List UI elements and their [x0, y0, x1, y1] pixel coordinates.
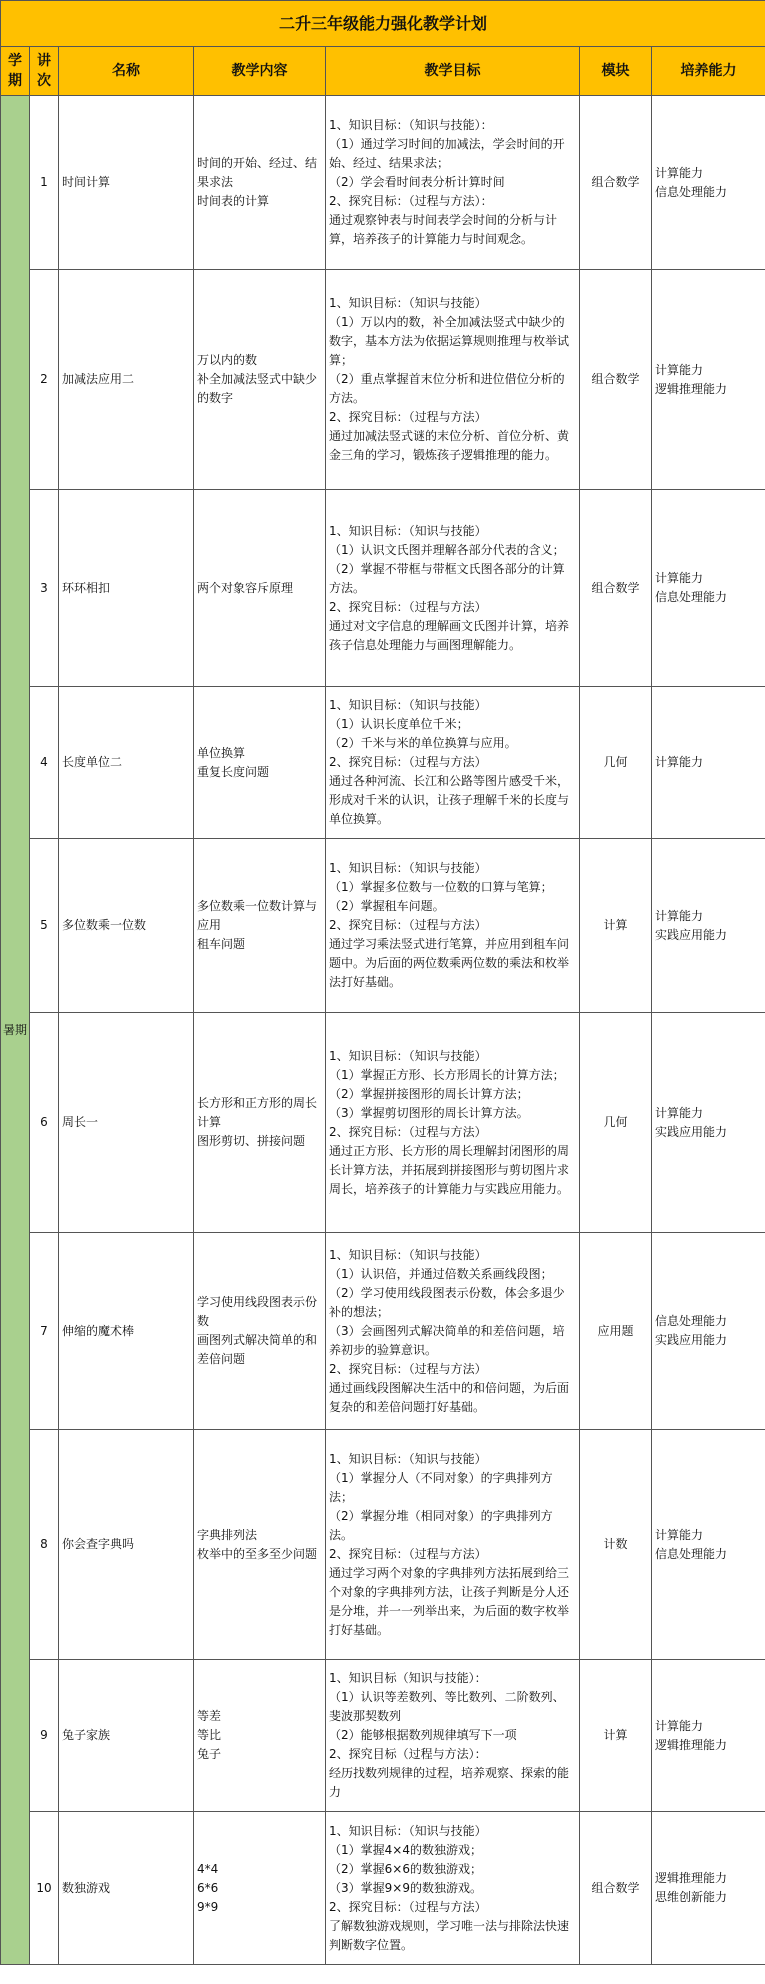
header-goal: 教学目标: [326, 47, 580, 96]
module-cell: 计算: [580, 839, 652, 1013]
teaching-goal-cell: 1、知识目标：（知识与技能） （1）掌握分人（不同对象）的字典排列方法； （2）掌握分堆（相同对象）的字典排列方法。 2、探究目标：（过程与方法） 通过学习两个对象的字典排列方法拓展到给三个对象的字典排列方法，让孩子判断是分人还是分堆，并一一列举出来，为后面的数字枚举打好基础。: [326, 1430, 580, 1660]
table-row: [1, 490, 765, 687]
header-content: 教学内容: [194, 47, 326, 96]
teaching-goal-cell: 1、知识目标：（知识与技能） （1）认识文氏图并理解各部分代表的含义； （2）掌握不带框与带框文氏图各部分的计算方法。 2、探究目标：（过程与方法） 通过对文字信息的理解画文氏图并计算，培养孩子信息处理能力与画图理解能力。: [326, 490, 580, 687]
ability-cell: 计算能力 实践应用能力: [652, 839, 765, 1013]
module-cell: 几何: [580, 687, 652, 839]
lesson-name-cell: 长度单位二: [59, 687, 194, 839]
ability-cell: 计算能力: [652, 687, 765, 839]
table-row: [1, 1233, 765, 1430]
module-cell: 组合数学: [580, 490, 652, 687]
lesson-name-cell: 时间计算: [59, 96, 194, 270]
teaching-goal-cell: 1、知识目标：（知识与技能） （1）掌握4×4的数独游戏； （2）掌握6×6的数独游戏； （3）掌握9×9的数独游戏。 2、探究目标：（过程与方法） 了解数独游戏规则，学习唯一法与排除法快速判断数字位置。: [326, 1812, 580, 1965]
teaching-content-cell: 万以内的数 补全加减法竖式中缺少的数字: [194, 270, 326, 490]
header-module: 模块: [580, 47, 652, 96]
teaching-content-cell: 两个对象容斥原理: [194, 490, 326, 687]
header-lesson-number: 讲 次: [30, 47, 59, 96]
lesson-number-cell: 4: [30, 687, 59, 839]
lesson-name-cell: 环环相扣: [59, 490, 194, 687]
lesson-number-cell: 7: [30, 1233, 59, 1430]
module-cell: 组合数学: [580, 96, 652, 270]
teaching-goal-cell: 1、知识目标（知识与技能）： （1）认识等差数列、等比数列、二阶数列、斐波那契数列 （2）能够根据数列规律填写下一项 2、探究目标（过程与方法）： 经历找数列规律的过程，培养观察、探索的能力: [326, 1660, 580, 1812]
teaching-content-cell: 单位换算 重复长度问题: [194, 687, 326, 839]
header-name: 名称: [59, 47, 194, 96]
ability-cell: 逻辑推理能力 思维创新能力: [652, 1812, 765, 1965]
teaching-content-cell: 字典排列法 枚举中的至多至少问题: [194, 1430, 326, 1660]
teaching-goal-cell: 1、知识目标：（知识与技能）： （1）通过学习时间的加减法，学会时间的开始、经过、结果求法； （2）学会看时间表分析计算时间 2、探究目标：（过程与方法）： 通过观察钟表与时间表学会时间的分析与计算，培养孩子的计算能力与时间观念。: [326, 96, 580, 270]
module-cell: 几何: [580, 1013, 652, 1233]
header-ability: 培养能力: [652, 47, 765, 96]
table-row: [1, 1812, 765, 1965]
teaching-goal-cell: 1、知识目标：（知识与技能） （1）掌握正方形、长方形周长的计算方法； （2）掌握拼接图形的周长计算方法； （3）掌握剪切图形的周长计算方法。 2、探究目标：（过程与方法） 通过正方形、长方形的周长理解封闭图形的周长计算方法，并拓展到拼接图形与剪切图片求周长，培养孩子的计算能力与实践应用能力。: [326, 1013, 580, 1233]
table-row: [1, 1013, 765, 1233]
lesson-number-cell: 2: [30, 270, 59, 490]
lesson-number-cell: 8: [30, 1430, 59, 1660]
module-cell: 计数: [580, 1430, 652, 1660]
table-row: [1, 270, 765, 490]
module-cell: 组合数学: [580, 270, 652, 490]
module-cell: 组合数学: [580, 1812, 652, 1965]
header-term: 学 期: [1, 47, 30, 96]
lesson-number-cell: 6: [30, 1013, 59, 1233]
ability-cell: 信息处理能力 实践应用能力: [652, 1233, 765, 1430]
table-row: [1, 1660, 765, 1812]
teaching-goal-cell: 1、知识目标：（知识与技能） （1）万以内的数，补全加减法竖式中缺少的数字，基本方法为依据运算规则推理与枚举试算； （2）重点掌握首末位分析和进位借位分析的方法。 2、探究目标：（过程与方法） 通过加减法竖式谜的末位分析、首位分析、黄金三角的学习，锻炼孩子逻辑推理的能力。: [326, 270, 580, 490]
teaching-content-cell: 长方形和正方形的周长计算 图形剪切、拼接问题: [194, 1013, 326, 1233]
lesson-name-cell: 伸缩的魔术棒: [59, 1233, 194, 1430]
lesson-name-cell: 兔子家族: [59, 1660, 194, 1812]
teaching-content-cell: 时间的开始、经过、结果求法 时间表的计算: [194, 96, 326, 270]
ability-cell: 计算能力 信息处理能力: [652, 490, 765, 687]
module-cell: 应用题: [580, 1233, 652, 1430]
lesson-name-cell: 加减法应用二: [59, 270, 194, 490]
lesson-name-cell: 数独游戏: [59, 1812, 194, 1965]
ability-cell: 计算能力 信息处理能力: [652, 1430, 765, 1660]
teaching-goal-cell: 1、知识目标：（知识与技能） （1）认识倍，并通过倍数关系画线段图； （2）学习使用线段图表示份数，体会多退少补的想法； （3）会画图列式解决简单的和差倍问题，培养初步的验算意识。 2、探究目标：（过程与方法） 通过画线段图解决生活中的和倍问题，为后面复杂的和差倍问题打好基础。: [326, 1233, 580, 1430]
teaching-content-cell: 4*4 6*6 9*9: [194, 1812, 326, 1965]
table-row: [1, 96, 765, 270]
ability-cell: 计算能力 实践应用能力: [652, 1013, 765, 1233]
table-row: [1, 1430, 765, 1660]
lesson-number-cell: 10: [30, 1812, 59, 1965]
lesson-name-cell: 你会查字典吗: [59, 1430, 194, 1660]
teaching-goal-cell: 1、知识目标：（知识与技能） （1）认识长度单位千米； （2）千米与米的单位换算与应用。 2、探究目标：（过程与方法） 通过各种河流、长江和公路等图片感受千米，形成对千米的认识，让孩子理解千米的长度与单位换算。: [326, 687, 580, 839]
lesson-number-cell: 1: [30, 96, 59, 270]
teaching-content-cell: 等差 等比 兔子: [194, 1660, 326, 1812]
ability-cell: 计算能力 逻辑推理能力: [652, 1660, 765, 1812]
teaching-content-cell: 多位数乘一位数计算与应用 租车问题: [194, 839, 326, 1013]
teaching-goal-cell: 1、知识目标：（知识与技能） （1）掌握多位数与一位数的口算与笔算； （2）掌握租车问题。 2、探究目标：（过程与方法） 通过学习乘法竖式进行笔算，并应用到租车问题中。为后面的两位数乘两位数的乘法和枚举法打好基础。: [326, 839, 580, 1013]
lesson-name-cell: 多位数乘一位数: [59, 839, 194, 1013]
lesson-number-cell: 5: [30, 839, 59, 1013]
lesson-number-cell: 9: [30, 1660, 59, 1812]
table-row: [1, 687, 765, 839]
term-cell: 暑期: [1, 96, 30, 1965]
page-title: 二升三年级能力强化教学计划: [1, 1, 765, 47]
lesson-name-cell: 周长一: [59, 1013, 194, 1233]
lesson-number-cell: 3: [30, 490, 59, 687]
ability-cell: 计算能力 信息处理能力: [652, 96, 765, 270]
ability-cell: 计算能力 逻辑推理能力: [652, 270, 765, 490]
teaching-content-cell: 学习使用线段图表示份数 画图列式解决简单的和差倍问题: [194, 1233, 326, 1430]
header-row: [1, 47, 765, 96]
table-row: [1, 839, 765, 1013]
module-cell: 计算: [580, 1660, 652, 1812]
